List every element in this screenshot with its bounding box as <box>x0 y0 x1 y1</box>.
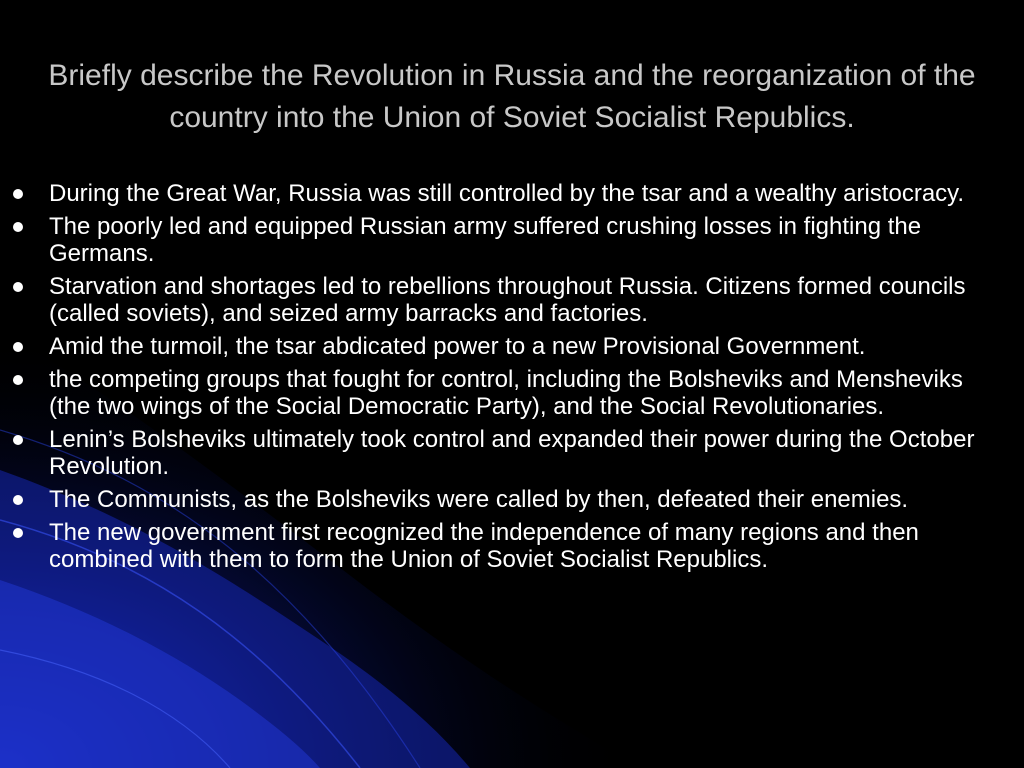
bullet-text: The new government first recognized the independence of many regions and then combined with them to form the Union of Soviet Socialist Republics. <box>49 519 919 573</box>
bullet-icon <box>13 375 23 385</box>
list-item <box>10 333 1000 360</box>
bullet-text: During the Great War, Russia was still controlled by the tsar and a wealthy aristocracy. <box>49 180 965 207</box>
list-item <box>10 426 1000 480</box>
bullet-icon <box>13 435 23 445</box>
bullet-icon <box>13 495 23 505</box>
slide-title: Briefly describe the Revolution in Russia and the reorganization of the country into the Union of Soviet Socialist Republics. <box>48 59 976 134</box>
list-item <box>10 486 1000 513</box>
bullet-list <box>10 180 1000 579</box>
bullet-text: Starvation and shortages led to rebellions throughout Russia. Citizens formed councils (called soviets), and seized army barracks and factories. <box>49 273 966 327</box>
list-item <box>10 366 1000 420</box>
bullet-icon <box>13 189 23 199</box>
bullet-text: The poorly led and equipped Russian army suffered crushing losses in fighting the Germans. <box>49 213 922 267</box>
bullet-icon <box>13 528 23 538</box>
bullet-text: Amid the turmoil, the tsar abdicated power to a new Provisional Government. <box>49 333 866 360</box>
bullet-text: the competing groups that fought for control, including the Bolsheviks and Mensheviks (the two wings of the Social Democratic Party), and the Social Revolutionaries. <box>49 366 963 420</box>
list-item <box>10 213 1000 267</box>
bullet-text: The Communists, as the Bolsheviks were called by then, defeated their enemies. <box>49 486 909 513</box>
bullet-text: Lenin’s Bolsheviks ultimately took control and expanded their power during the October Revolution. <box>49 426 975 480</box>
list-item <box>10 519 1000 573</box>
list-item <box>10 180 1000 207</box>
bullet-icon <box>13 222 23 232</box>
bullet-icon <box>13 342 23 352</box>
bullet-icon <box>13 282 23 292</box>
list-item <box>10 273 1000 327</box>
